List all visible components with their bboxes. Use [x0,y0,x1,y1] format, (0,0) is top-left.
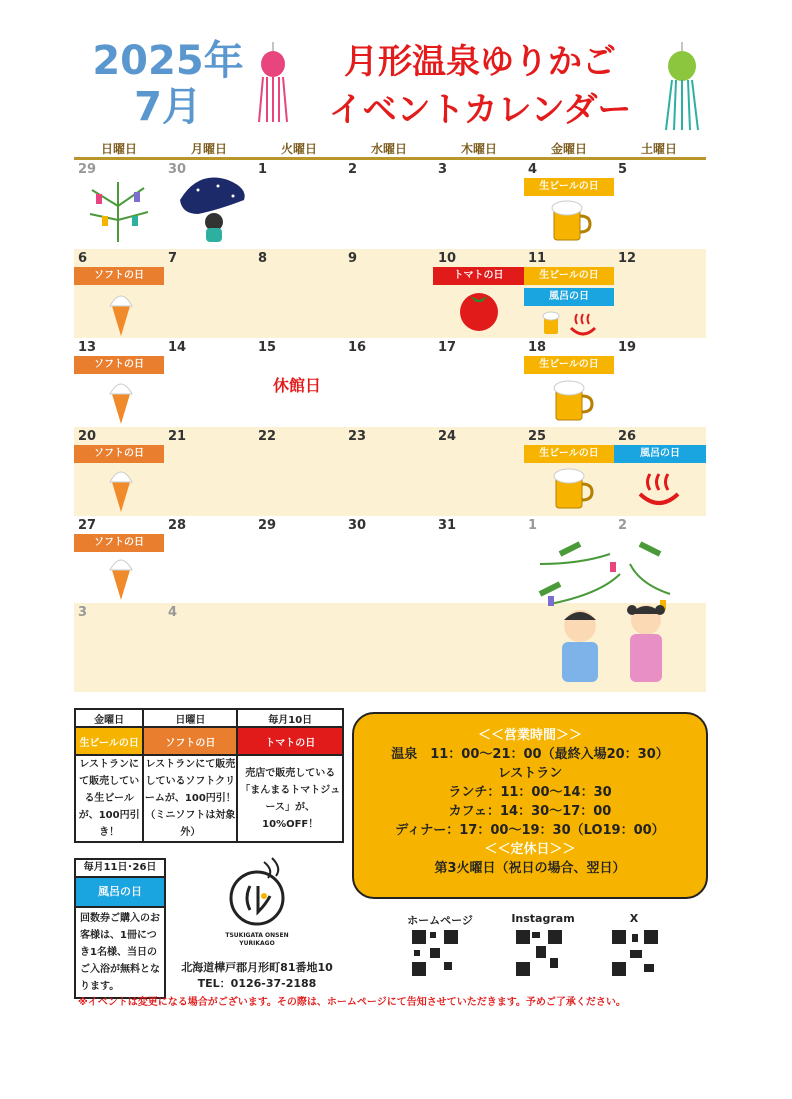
event-bath: 風呂の日 [524,288,614,306]
day-number: 6 [78,251,88,266]
change-notice: ※イベントは変更になる場合がございます。その際は、ホームページにて告知させていただきます。予めご了承ください。 [78,997,626,1008]
day-number: 1 [528,518,538,533]
hours-restaurant: レストラン [497,766,563,781]
hot-spring-icon [636,468,682,508]
qr-label-homepage: ホームページ [407,914,473,927]
bath-desc: 回数券ご購入のお客様は、1冊につき1名様、当日のご入浴が無料となります。 [80,913,160,992]
calendar-week [74,249,706,338]
tomato-icon [456,288,502,332]
event-tomato: トマトの日 [433,267,524,285]
tanabata-ornament-icon [255,42,291,124]
weekday-fri: 金曜日 [550,142,587,156]
day-number: 30 [168,162,187,177]
day-number: 20 [78,429,97,444]
beer-mug-icon [548,196,592,244]
soft-serve-icon [106,464,136,514]
legend-tomato: トマトの日 [237,727,343,755]
day-number: 16 [348,340,367,355]
calendar-week [74,338,706,427]
phone: TEL：0126-37-2188 [197,977,317,990]
title-date [88,38,248,130]
legend-desc: 売店で販売している「まんまるトマトジュース」が、10%OFF！ [237,755,343,842]
day-number: 15 [258,340,277,355]
day-number: 1 [258,162,268,177]
day-number: 11 [528,251,547,266]
day-number: 21 [168,429,187,444]
day-number: 29 [78,162,97,177]
legend-beer: 生ビールの日 [75,727,143,755]
soft-serve-icon [106,288,136,338]
event-beer: 生ビールの日 [524,356,614,374]
weekday-mon: 月曜日 [190,142,227,156]
bamboo-decoration-icon [82,176,154,242]
qr-code-x-icon[interactable] [610,928,660,978]
weekday-sun: 日曜日 [100,142,137,156]
day-number: 25 [528,429,547,444]
qr-label-x: X [629,912,639,925]
qr-code-homepage-icon[interactable] [410,928,460,978]
address: 北海道樺戸郡月形町81番地10 [181,961,333,974]
day-number: 10 [438,251,457,266]
hours-lunch: ランチ：11：00～14：30 [448,785,612,800]
hours-onsen: 温泉 11：00～21：00（最終入場20：30） [391,747,669,762]
day-number: 28 [168,518,187,533]
event-bath: 風呂の日 [614,445,706,463]
event-soft: ソフトの日 [74,445,164,463]
title-month: 7月 [134,84,202,130]
day-number: 13 [78,340,97,355]
day-number: 4 [168,605,178,620]
logo-line1: TSUKIGATA ONSEN [225,932,289,939]
tanabata-children-icon [520,534,686,686]
event-beer: 生ビールの日 [524,178,614,196]
day-number: 4 [528,162,538,177]
event-beer: 生ビールの日 [524,445,614,463]
day-number: 24 [438,429,457,444]
soft-serve-icon [106,376,136,426]
title-line2: イベントカレンダー [328,90,632,130]
calendar-week [74,160,706,249]
beer-mug-icon [550,376,594,424]
day-number: 29 [258,518,277,533]
qr-code-instagram-icon[interactable] [514,928,564,978]
calendar-week [74,427,706,516]
weekday-wed: 水曜日 [370,142,407,156]
bath-head: 毎月11日･26日 [76,860,164,878]
tanabata-ornament-icon [664,42,700,132]
day-number: 9 [348,251,358,266]
qr-label-instagram: Instagram [511,912,575,925]
yurikago-logo-icon [220,856,294,930]
closed-day-label: 休館日 [273,376,322,395]
day-number: 18 [528,340,547,355]
closed-day: 第3火曜日（祝日の場合、翌日） [434,861,626,876]
beer-mug-small-icon [540,310,566,336]
day-number: 23 [348,429,367,444]
closed-title: ＜＜定休日＞＞ [484,842,576,857]
day-number: 14 [168,340,187,355]
hours-dinner: ディナー：17：00～19：30（LO19：00） [395,823,665,838]
hot-spring-small-icon [568,310,598,336]
event-beer: 生ビールの日 [524,267,614,285]
beer-mug-icon [550,464,594,512]
day-number: 30 [348,518,367,533]
legend-head: 金曜日 [75,709,143,727]
legend-soft: ソフトの日 [143,727,237,755]
event-soft: ソフトの日 [74,356,164,374]
soft-serve-icon [106,552,136,602]
legend-head: 日曜日 [143,709,237,727]
day-number: 26 [618,429,637,444]
day-number: 3 [78,605,88,620]
day-number: 22 [258,429,277,444]
calendar-title [300,38,660,134]
weekday-thu: 木曜日 [460,142,497,156]
day-number: 31 [438,518,457,533]
day-number: 7 [168,251,178,266]
day-number: 19 [618,340,637,355]
day-number: 8 [258,251,268,266]
title-line1: 月形温泉ゆりかご [344,42,616,82]
weekday-sat: 土曜日 [640,142,677,156]
event-soft: ソフトの日 [74,534,164,552]
event-soft: ソフトの日 [74,267,164,285]
milky-way-girl-icon [178,170,250,244]
legend-head: 毎月10日 [237,709,343,727]
title-year: 2025年 [92,38,244,84]
day-number: 3 [438,162,448,177]
bath-name: 風呂の日 [76,878,164,908]
day-number: 5 [618,162,628,177]
address-block [172,960,342,992]
day-number: 27 [78,518,97,533]
bath-day-box [74,858,166,999]
logo-text [200,932,314,948]
hours-cafe: カフェ：14：30～17：00 [448,804,612,819]
day-number: 12 [618,251,637,266]
logo-line2: YURIKAGO [239,940,275,947]
weekday-tue: 火曜日 [280,142,317,156]
event-legend-table [74,708,344,843]
legend-desc: レストランにて販売しているソフトクリームが、100円引！（ミニソフトは対象外） [143,755,237,842]
day-number: 2 [348,162,358,177]
hours-title: ＜＜営業時間＞＞ [477,728,582,743]
legend-desc: レストランにて販売している生ビールが、100円引き！ [75,755,143,842]
day-number: 17 [438,340,457,355]
day-number: 2 [618,518,628,533]
business-hours-box [352,712,708,899]
